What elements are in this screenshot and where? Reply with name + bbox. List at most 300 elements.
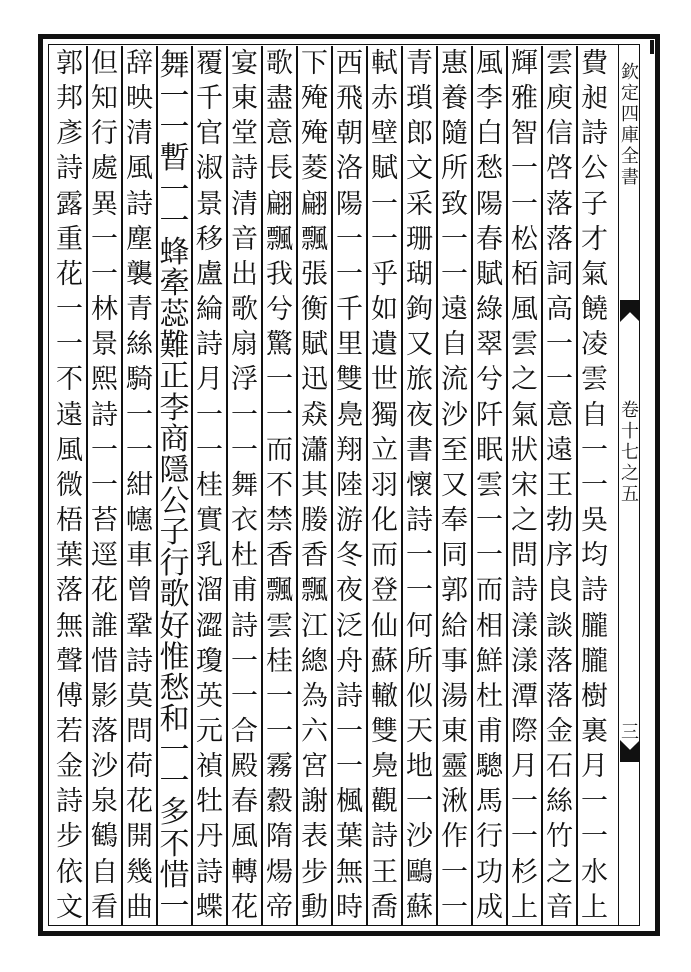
- glyph: 為: [301, 680, 328, 712]
- glyph: 其: [301, 469, 328, 501]
- glyph: 自: [91, 856, 118, 888]
- glyph: 朧: [581, 645, 608, 677]
- glyph: 翔: [336, 434, 363, 466]
- glyph: 辞: [126, 48, 153, 79]
- margin-char: 四: [621, 104, 639, 125]
- glyph: 子: [159, 515, 190, 551]
- glyph: 潭: [511, 680, 538, 712]
- glyph: 縠: [266, 786, 293, 818]
- glyph: 桂: [266, 645, 293, 677]
- glyph: 實: [196, 505, 223, 537]
- glyph: 雲: [511, 329, 538, 361]
- glyph: 饒: [581, 294, 608, 326]
- glyph: 我: [266, 258, 293, 290]
- glyph: 暫: [159, 141, 190, 177]
- glyph: 禁: [266, 505, 293, 537]
- page-number-text: [621, 722, 639, 743]
- glyph: 賦: [476, 258, 503, 290]
- glyph: 蘇: [406, 891, 433, 923]
- glyph: 鮮: [476, 645, 503, 677]
- glyph: 知: [91, 83, 118, 115]
- glyph: 立: [371, 434, 398, 466]
- glyph: 影: [91, 680, 118, 712]
- glyph: 同: [441, 540, 468, 572]
- glyph: 上: [581, 891, 608, 923]
- glyph: 談: [546, 610, 573, 642]
- glyph: 一: [441, 856, 468, 888]
- glyph: 西: [336, 48, 363, 79]
- margin-char: 七: [621, 442, 639, 463]
- glyph: 一: [406, 575, 433, 607]
- glyph: 舞: [159, 48, 190, 83]
- glyph: 沙: [441, 399, 468, 431]
- glyph: 詩: [581, 575, 608, 607]
- glyph: 一: [441, 223, 468, 255]
- glyph: 一: [336, 715, 363, 747]
- glyph: 一: [266, 399, 293, 431]
- glyph: 愁: [159, 670, 190, 706]
- glyph: 表: [301, 821, 328, 853]
- glyph: 出: [231, 258, 258, 290]
- glyph: 氣: [581, 258, 608, 290]
- glyph: 雲: [266, 610, 293, 642]
- glyph: 郎: [406, 118, 433, 150]
- glyph: 殿: [231, 751, 258, 783]
- glyph: 堂: [231, 118, 258, 150]
- glyph: 一: [266, 364, 293, 396]
- glyph: 長: [266, 153, 293, 185]
- glyph: 驄: [476, 751, 503, 783]
- glyph: 啓: [546, 153, 573, 185]
- glyph: 杉: [511, 856, 538, 888]
- glyph: 詩: [91, 399, 118, 431]
- glyph: 公: [581, 153, 608, 185]
- glyph: 而: [371, 540, 398, 572]
- glyph: 風: [476, 48, 503, 79]
- glyph: 飄: [301, 575, 328, 607]
- margin-char: 之: [621, 463, 639, 484]
- volume-text: [621, 400, 639, 505]
- glyph: 費: [581, 48, 608, 79]
- glyph: 所: [406, 645, 433, 677]
- glyph: 作: [441, 821, 468, 853]
- glyph: 詩: [126, 188, 153, 220]
- glyph: 詩: [56, 153, 83, 185]
- glyph: 沙: [406, 821, 433, 853]
- glyph: 音: [546, 891, 573, 923]
- glyph: 狀: [511, 434, 538, 466]
- glyph: 絲: [126, 329, 153, 361]
- glyph: 香: [301, 540, 328, 572]
- glyph: 盧: [196, 258, 223, 290]
- glyph: 隱: [159, 452, 190, 488]
- glyph: 落: [546, 645, 573, 677]
- glyph: 落: [546, 680, 573, 712]
- glyph: 不: [56, 364, 83, 396]
- glyph: 風: [231, 821, 258, 853]
- glyph: 依: [56, 856, 83, 888]
- glyph: 春: [476, 223, 503, 255]
- glyph: 馬: [476, 786, 503, 818]
- glyph: 一: [159, 733, 190, 769]
- glyph: 似: [406, 680, 433, 712]
- glyph: 靈: [441, 751, 468, 783]
- glyph: 登: [371, 575, 398, 607]
- glyph: 景: [196, 188, 223, 220]
- glyph: 詩: [336, 680, 363, 712]
- margin-char: 全: [621, 146, 639, 167]
- glyph: 陸: [336, 469, 363, 501]
- glyph: 宴: [231, 48, 258, 79]
- glyph: 東: [231, 83, 258, 115]
- margin-char: 三: [621, 722, 639, 743]
- glyph: 蕊: [159, 297, 190, 333]
- glyph: 流: [441, 364, 468, 396]
- glyph: 一: [159, 79, 190, 115]
- glyph: 景: [91, 329, 118, 361]
- glyph: 蝶: [196, 891, 223, 923]
- glyph: 又: [441, 469, 468, 501]
- glyph: 聲: [56, 645, 83, 677]
- glyph: 葉: [336, 821, 363, 853]
- glyph: 遠: [441, 294, 468, 326]
- glyph: 金: [56, 751, 83, 783]
- glyph: 詞: [546, 258, 573, 290]
- glyph: 青: [406, 48, 433, 79]
- glyph: 舞: [231, 469, 258, 501]
- glyph: 上: [511, 891, 538, 923]
- glyph: 輝: [511, 48, 538, 79]
- glyph: 冬: [336, 540, 363, 572]
- glyph: 湯: [441, 680, 468, 712]
- glyph: 郭: [56, 48, 83, 79]
- glyph: 賦: [301, 329, 328, 361]
- glyph: 苔: [91, 505, 118, 537]
- glyph: 一: [441, 258, 468, 290]
- glyph: 旅: [406, 364, 433, 396]
- glyph: 綸: [196, 294, 223, 326]
- glyph: 元: [196, 715, 223, 747]
- glyph: 青: [126, 294, 153, 326]
- glyph: 朝: [336, 118, 363, 150]
- glyph: 一: [231, 399, 258, 431]
- glyph: 李: [476, 83, 503, 115]
- glyph: 異: [91, 188, 118, 220]
- glyph: 惟: [159, 639, 190, 675]
- glyph: 開: [126, 821, 153, 853]
- glyph: 桂: [196, 469, 223, 501]
- glyph: 丹: [196, 821, 223, 853]
- glyph: 重: [56, 223, 83, 255]
- glyph: 鞏: [126, 610, 153, 642]
- glyph: 王: [546, 469, 573, 501]
- glyph: 猋: [301, 399, 328, 431]
- glyph: 自: [441, 329, 468, 361]
- glyph: 一: [441, 891, 468, 923]
- glyph: 雲: [581, 364, 608, 396]
- glyph: 詩: [511, 575, 538, 607]
- glyph: 宋: [511, 469, 538, 501]
- book-title: [620, 62, 640, 188]
- glyph: 浮: [231, 364, 258, 396]
- glyph: 鶴: [91, 821, 118, 853]
- glyph: 之: [511, 364, 538, 396]
- glyph: 騎: [126, 364, 153, 396]
- glyph: 飄: [266, 223, 293, 255]
- glyph: 牽: [159, 265, 190, 301]
- glyph: 瑚: [406, 258, 433, 290]
- glyph: 一: [266, 715, 293, 747]
- glyph: 意: [266, 118, 293, 150]
- glyph: 采: [406, 188, 433, 220]
- glyph: 乎: [371, 258, 398, 290]
- glyph: 殗: [301, 83, 328, 115]
- glyph: 溜: [196, 575, 223, 607]
- glyph: 化: [371, 505, 398, 537]
- glyph: 詩: [231, 153, 258, 185]
- glyph: 合: [231, 715, 258, 747]
- glyph: 覆: [196, 48, 223, 79]
- glyph: 飄: [266, 575, 293, 607]
- glyph: 無: [336, 856, 363, 888]
- glyph: 一: [159, 888, 190, 924]
- glyph: 落: [546, 223, 573, 255]
- glyph: 一: [266, 680, 293, 712]
- glyph: 月: [196, 364, 223, 396]
- glyph: 一: [406, 540, 433, 572]
- glyph: 甫: [476, 715, 503, 747]
- glyph: 熙: [91, 364, 118, 396]
- glyph: 張: [301, 258, 328, 290]
- glyph: 一: [91, 223, 118, 255]
- glyph: 清: [126, 118, 153, 150]
- glyph: 惜: [91, 645, 118, 677]
- glyph: 澀: [196, 610, 223, 642]
- glyph: 傅: [56, 680, 83, 712]
- margin-char: 定: [621, 83, 639, 104]
- glyph: 惠: [441, 48, 468, 79]
- glyph: 公: [159, 483, 190, 519]
- glyph: 兮: [266, 294, 293, 326]
- glyph: 一: [126, 434, 153, 466]
- glyph: 湫: [441, 786, 468, 818]
- glyph: 微: [56, 469, 83, 501]
- glyph: 子: [581, 188, 608, 220]
- glyph: 難: [159, 328, 190, 364]
- glyph: 菱: [301, 153, 328, 185]
- glyph: 意: [546, 399, 573, 431]
- glyph: 王: [371, 856, 398, 888]
- glyph: 處: [91, 153, 118, 185]
- glyph: 一: [231, 434, 258, 466]
- glyph: 風: [511, 294, 538, 326]
- glyph: 一: [476, 505, 503, 537]
- glyph: 一: [231, 680, 258, 712]
- glyph: 淑: [196, 153, 223, 185]
- glyph: 蜂: [159, 234, 190, 270]
- glyph: 月: [511, 751, 538, 783]
- glyph: 一: [511, 153, 538, 185]
- glyph: 事: [441, 645, 468, 677]
- glyph: 荷: [126, 751, 153, 783]
- glyph: 一: [371, 188, 398, 220]
- glyph: 成: [476, 891, 503, 923]
- glyph: 總: [301, 645, 328, 677]
- glyph: 行: [91, 118, 118, 150]
- margin-char: 書: [621, 167, 639, 188]
- glyph: 香: [266, 540, 293, 572]
- glyph: 若: [56, 715, 83, 747]
- glyph: 詩: [196, 329, 223, 361]
- glyph: 之: [546, 856, 573, 888]
- glyph: 車: [126, 540, 153, 572]
- text-column: [48, 50, 91, 922]
- glyph: 一: [546, 329, 573, 361]
- glyph: 一: [159, 764, 190, 800]
- glyph: 詩: [371, 821, 398, 853]
- glyph: 時: [336, 891, 363, 923]
- glyph: 雲: [546, 48, 573, 79]
- glyph: 鳧: [336, 399, 363, 431]
- glyph: 梧: [56, 505, 83, 537]
- glyph: 飛: [336, 83, 363, 115]
- glyph: 栢: [511, 258, 538, 290]
- glyph: 一: [476, 540, 503, 572]
- glyph: 迅: [301, 364, 328, 396]
- glyph: 謝: [301, 786, 328, 818]
- glyph: 轉: [231, 856, 258, 888]
- glyph: 甫: [231, 575, 258, 607]
- glyph: 愁: [476, 153, 503, 185]
- glyph: 一: [159, 110, 190, 146]
- glyph: 花: [91, 575, 118, 607]
- glyph: 眠: [476, 434, 503, 466]
- glyph: 高: [546, 294, 573, 326]
- glyph: 花: [56, 258, 83, 290]
- glyph: 禎: [196, 751, 223, 783]
- glyph: 鉤: [406, 294, 433, 326]
- glyph: 一: [581, 821, 608, 853]
- glyph: 一: [126, 399, 153, 431]
- glyph: 宮: [301, 751, 328, 783]
- glyph: 歌: [159, 577, 190, 613]
- glyph: 江: [301, 610, 328, 642]
- glyph: 一: [336, 258, 363, 290]
- glyph: 邦: [56, 83, 83, 115]
- glyph: 一: [581, 786, 608, 818]
- glyph: 吳: [581, 505, 608, 537]
- glyph: 觀: [371, 786, 398, 818]
- glyph: 林: [91, 294, 118, 326]
- glyph: 世: [371, 364, 398, 396]
- glyph: 雙: [371, 715, 398, 747]
- glyph: 文: [406, 153, 433, 185]
- glyph: 陽: [476, 188, 503, 220]
- glyph: 天: [406, 715, 433, 747]
- glyph: 喬: [371, 891, 398, 923]
- glyph: 惜: [159, 857, 190, 893]
- margin-char: 十: [621, 421, 639, 442]
- glyph: 鷗: [406, 856, 433, 888]
- glyph: 書: [406, 434, 433, 466]
- glyph: 蘇: [371, 645, 398, 677]
- glyph: 翩: [301, 188, 328, 220]
- glyph: 沙: [91, 751, 118, 783]
- margin-char: 卷: [621, 400, 639, 421]
- glyph: 東: [441, 715, 468, 747]
- glyph: 商: [159, 421, 190, 457]
- glyph: 如: [371, 294, 398, 326]
- glyph: 郭: [441, 575, 468, 607]
- glyph: 一: [511, 786, 538, 818]
- glyph: 而: [476, 575, 503, 607]
- glyph: 養: [441, 83, 468, 115]
- glyph: 問: [126, 715, 153, 747]
- glyph: 詩: [126, 645, 153, 677]
- glyph: 一: [159, 203, 190, 239]
- glyph: 綠: [476, 294, 503, 326]
- glyph: 塵: [126, 223, 153, 255]
- glyph: 歌: [266, 48, 293, 79]
- glyph: 庾: [546, 83, 573, 115]
- glyph: 懷: [406, 469, 433, 501]
- glyph: 功: [476, 856, 503, 888]
- glyph: 落: [546, 188, 573, 220]
- glyph: 一: [91, 469, 118, 501]
- glyph: 朧: [581, 610, 608, 642]
- glyph: 隋: [266, 821, 293, 853]
- glyph: 春: [231, 786, 258, 818]
- glyph: 飄: [301, 223, 328, 255]
- glyph: 風: [126, 153, 153, 185]
- glyph: 勃: [546, 505, 573, 537]
- glyph: 絲: [546, 786, 573, 818]
- glyph: 至: [441, 434, 468, 466]
- glyph: 鳧: [371, 751, 398, 783]
- glyph: 動: [301, 891, 328, 923]
- glyph: 步: [301, 856, 328, 888]
- glyph: 一: [546, 364, 573, 396]
- glyph: 夜: [406, 399, 433, 431]
- glyph: 致: [441, 188, 468, 220]
- glyph: 自: [581, 399, 608, 431]
- glyph: 金: [546, 715, 573, 747]
- glyph: 一: [91, 434, 118, 466]
- glyph: 風: [56, 434, 83, 466]
- glyph: 詩: [196, 856, 223, 888]
- glyph: 幾: [126, 856, 153, 888]
- glyph: 一: [511, 188, 538, 220]
- glyph: 漾: [511, 645, 538, 677]
- glyph: 霧: [266, 751, 293, 783]
- glyph: 曾: [126, 575, 153, 607]
- glyph: 落: [56, 575, 83, 607]
- glyph: 石: [546, 751, 573, 783]
- glyph: 花: [231, 891, 258, 923]
- margin-char: 五: [621, 484, 639, 505]
- glyph: 壁: [371, 118, 398, 150]
- glyph: 之: [511, 505, 538, 537]
- glyph: 一: [406, 786, 433, 818]
- glyph: 陽: [336, 188, 363, 220]
- glyph: 里: [336, 329, 363, 361]
- glyph: 何: [406, 610, 433, 642]
- glyph: 驚: [266, 329, 293, 361]
- glyph: 一: [511, 821, 538, 853]
- glyph: 夜: [336, 575, 363, 607]
- glyph: 無: [56, 610, 83, 642]
- glyph: 竹: [546, 821, 573, 853]
